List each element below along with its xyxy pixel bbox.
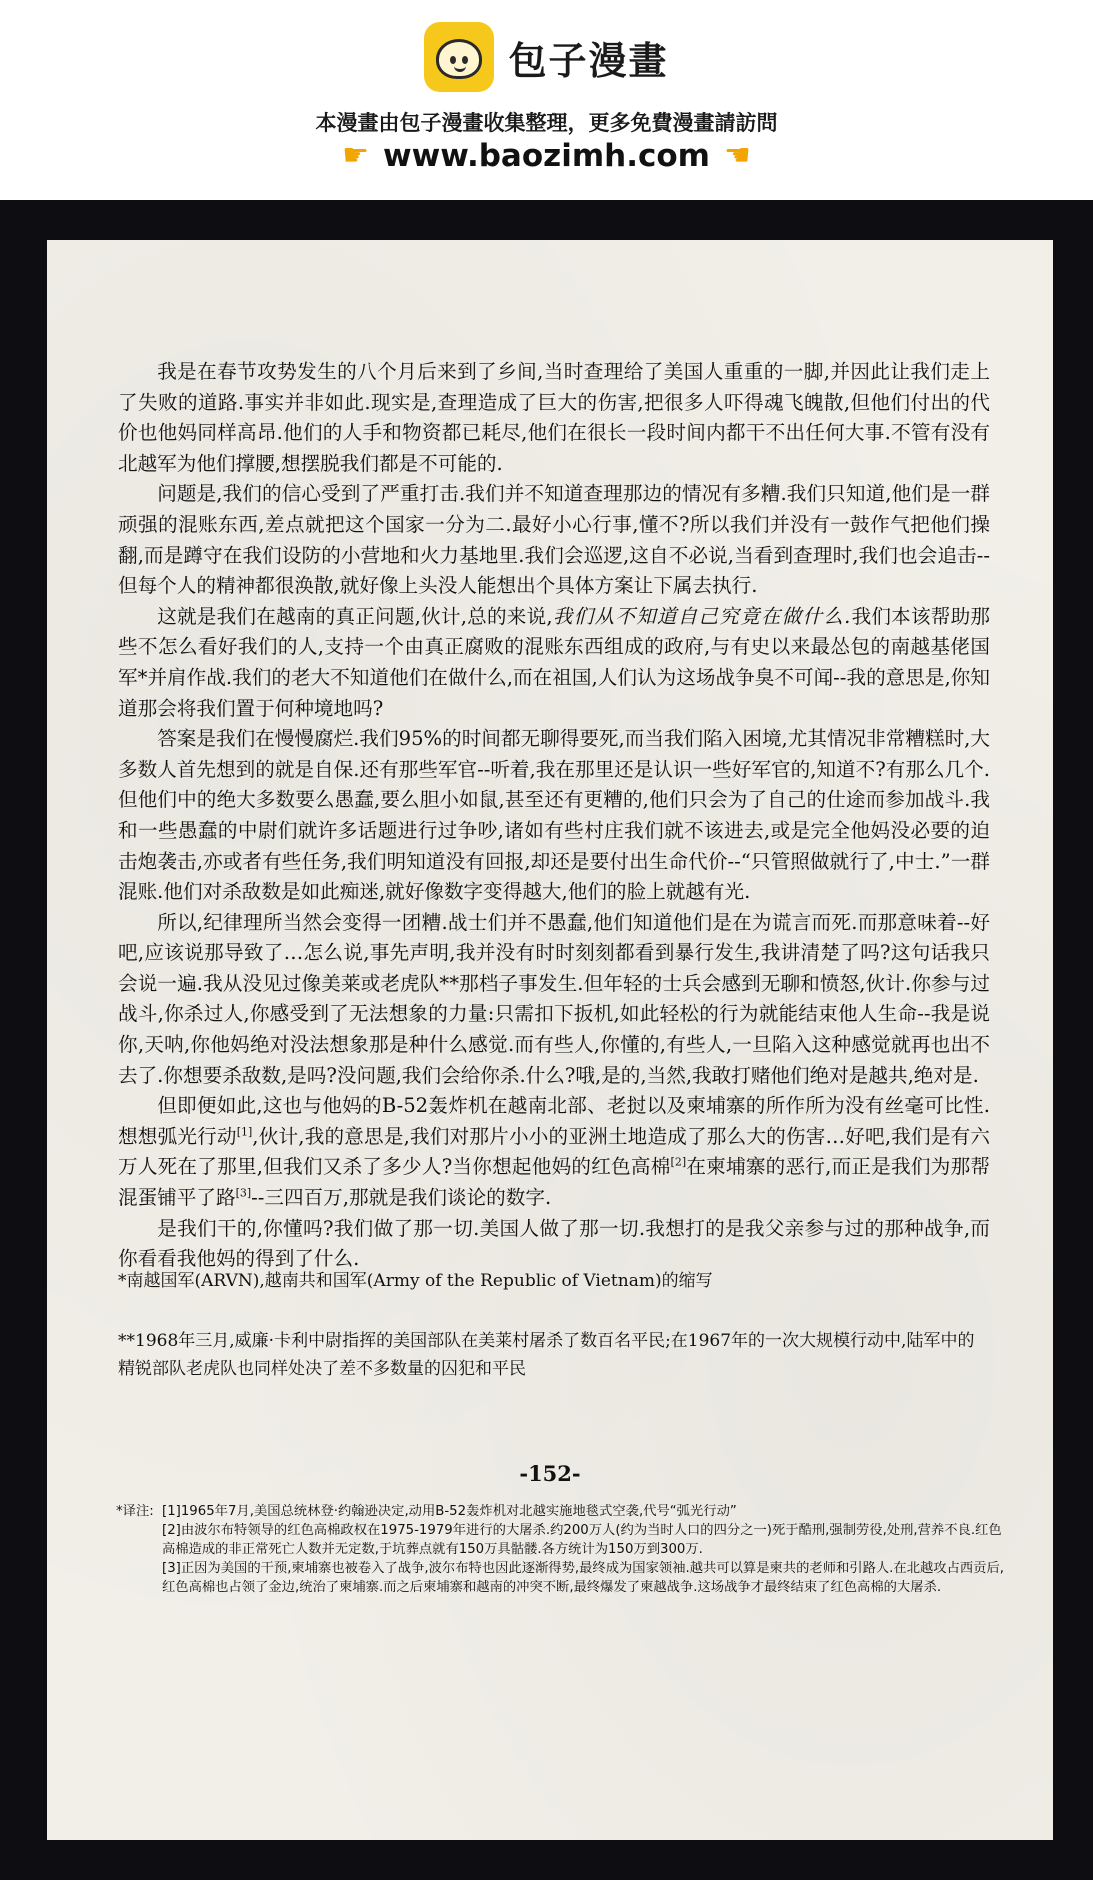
page-paper	[47, 240, 1053, 1840]
italic-emphasis: 我们从不知道自己究竟在做什么.	[552, 604, 852, 628]
pointing-right-hand-icon: ☛	[342, 138, 370, 173]
paragraph: 是我们干的,你懂吗?我们做了那一切.美国人做了那一切.我想打的是我父亲参与过的那种战争,而你看看我他妈的得到了什么.	[118, 1216, 990, 1271]
note-marker: [3]	[235, 1186, 252, 1200]
translator-notes-label: *译注:	[116, 1504, 154, 1519]
paragraph: 但即便如此,这也与他妈的B-52轰炸机在越南北部、老挝以及柬埔寨的所作所为没有丝毫可比性.想想弧光行动[1],伙计,我的意思是,我们对那片小小的亚洲土地造成了那么大的伤害…好吧,我们是有六万人死在了那里,但我们又杀了多少人?当你想起他妈的红色高棉[2]在柬埔寨的恶行,而正是我们为那帮混蛋铺平了路[3]--三四百万,那就是我们谈论的数字.	[118, 1094, 990, 1210]
paragraph: 问题是,我们的信心受到了严重打击.我们并不知道查理那边的情况有多糟.我们只知道,他们是一群顽强的混账东西,差点就把这个国家一分为二.最好小心行事,懂不?所以我们并没有一鼓作气把他们操翻,而是蹲守在我们设防的小营地和火力基地里.我们会巡逻,这自不必说,当看到查理时,我们也会追击--但每个人的精神都很涣散,就好像上头没人能想出个具体方案让下属去执行.	[118, 482, 990, 598]
footnote-my-lai: **1968年三月,威廉·卡利中尉指挥的美国部队在美莱村屠杀了数百名平民;在1967年的一次大规模行动中,陆军中的精锐部队老虎队也同样处决了差不多数量的囚犯和平民	[118, 1331, 975, 1379]
footnote-arvn: *南越国军(ARVN),越南共和国军(Army of the Republic of Vietnam)的缩写	[118, 1271, 713, 1291]
pointing-left-hand-icon: ☚	[723, 138, 751, 173]
paragraph: 所以,纪律理所当然会变得一团糟.战士们并不愚蠢,他们知道他们是在为谎言而死.而那意味着--好吧,应该说那导致了…怎么说,事先声明,我并没有时时刻刻都看到暴行发生,我讲清楚了吗?这句话我只会说一遍.我从没见过像美莱或老虎队**那档子事发生.但年轻的士兵会感到无聊和愤怒,伙计.你参与过战斗,你杀过人,你感受到了无法想象的力量:只需扣下扳机,如此轻松的行为就能结束他人生命--我是说你,天呐,你他妈绝对没法想象那是种什么感觉.而有些人,你懂的,有些人,一旦陷入这种感觉就再也出不去了.你想要杀敌数,是吗?没问题,我们会给你杀.什么?哦,是的,当然,我敢打赌他们绝对是越共,绝对是.	[118, 910, 990, 1087]
translator-note-item: [3]正因为美国的干预,柬埔寨也被卷入了战争,波尔布特也因此逐渐得势,最终成为国家领袖.越共可以算是柬共的老师和引路人.在北越攻占西贡后,红色高棉也占领了金边,统治了柬埔寨.而之后柬埔寨和越南的冲突不断,最终爆发了柬越战争.这场战争才最终结束了红色高棉的大屠杀.	[162, 1561, 1005, 1595]
site-url-link[interactable]: www.baozimh.com	[383, 138, 710, 174]
translator-note-item: [2]由波尔布特领导的红色高棉政权在1975-1979年进行的大屠杀.约200万人(约为当时人口的四分之一)死于酷刑,强制劳役,处刑,营养不良.红色高棉造成的非正常死亡人数并无定数,于坑葬点就有150万具骷髅.各方统计为150万到300万.	[162, 1523, 1002, 1557]
paragraph: 这就是我们在越南的真正问题,伙计,总的来说,我们从不知道自己究竟在做什么.我们本该帮助那些不怎么看好我们的人,支持一个由真正腐败的混账东西组成的政府,与有史以来最怂包的南越基佬国军*并肩作战.我们的老大不知道他们在做什么,而在祖国,人们认为这场战争臭不可闻--我的意思是,你知道那会将我们置于何种境地吗?	[118, 604, 991, 720]
page-frame	[0, 200, 1093, 1880]
baozi-logo-icon[interactable]	[424, 22, 494, 92]
body-text	[118, 357, 990, 1275]
paragraph: 答案是我们在慢慢腐烂.我们95%的时间都无聊得要死,而当我们陷入困境,尤其情况非常糟糕时,大多数人首先想到的就是自保.还有那些军官--听着,我在那里还是认识一些好军官的,知道不?有那么几个.但他们中的绝大多数要么愚蠢,要么胆小如鼠,甚至还有更糟的,他们只会为了自己的仕途而参加战斗.我和一些愚蠢的中尉们就许多话题进行过争吵,诸如有些村庄我们就不该进去,或是完全他妈没必要的迫击炮袭击,亦或者有些任务,我们明知道没有回报,却还是要付出生命代价--“只管照做就行了,中士.”一群混账.他们对杀敌数是如此痴迷,就好像数字变得越大,他们的脸上就越有光.	[118, 727, 990, 904]
translator-note-item: [1]1965年7月,美国总统林登·约翰逊决定,动用B-52轰炸机对北越实施地毯式空袭,代号“弧光行动”	[162, 1504, 737, 1519]
note-marker: [1]	[236, 1125, 253, 1139]
translator-notes	[116, 1502, 1006, 1597]
note-marker: [2]	[670, 1155, 687, 1169]
paragraph: 我是在春节攻势发生的八个月后来到了乡间,当时查理给了美国人重重的一脚,并因此让我们走上了失败的道路.事实并非如此.现实是,查理造成了巨大的伤害,把很多人吓得魂飞魄散,但他们付出的代价也他妈同样高昂.他们的人手和物资都已耗尽,他们在很长一段时间内都干不出任何大事.不管有没有北越军为他们撑腰,想摆脱我们都是不可能的.	[118, 360, 990, 475]
brand-name[interactable]: 包子漫畫	[508, 38, 669, 83]
site-banner	[0, 0, 1093, 200]
brand-row	[0, 22, 1093, 92]
page-number: -152-	[519, 1461, 581, 1486]
tagline: 本漫畫由包子漫畫收集整理，更多免費漫畫請訪問	[315, 111, 778, 135]
url-row	[0, 138, 1093, 174]
